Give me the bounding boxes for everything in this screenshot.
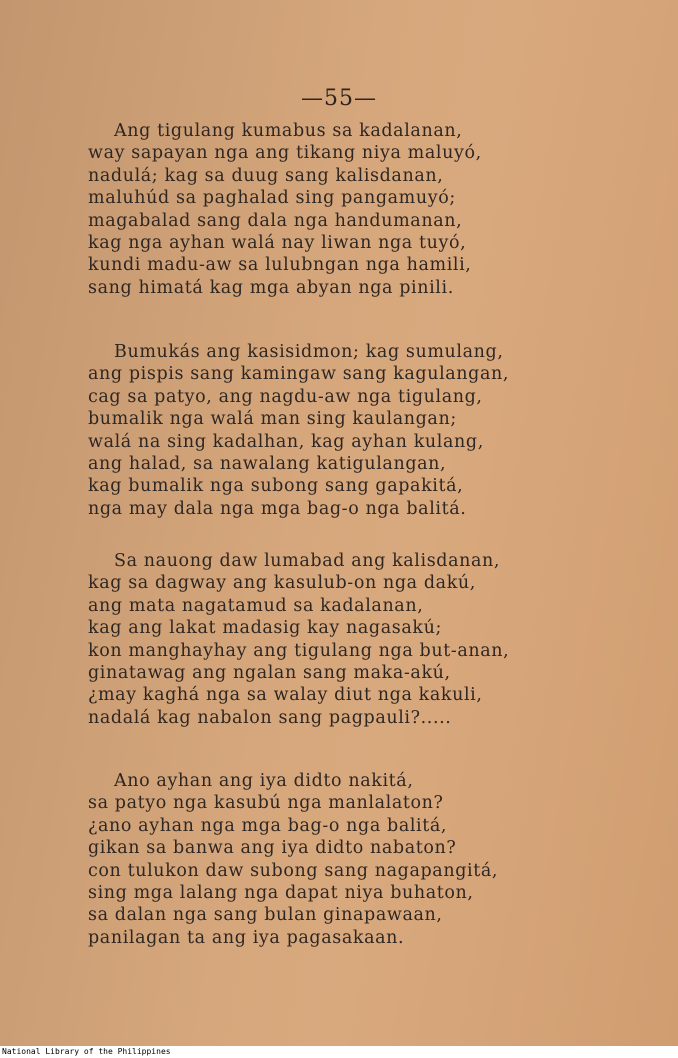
stanza-3 [88,550,558,729]
verse-line: nadulá; kag sa duug sang kalisdanan, [88,165,444,186]
verse-line: kag sa dagway ang kasulub-on nga dakú, [88,573,476,594]
verse-line: ang halad, sa nawalang katigulangan, [88,453,447,474]
verse-line: Ano ayhan ang iya didto nakitá, [114,771,414,791]
verse-line: sa patyo nga kasubú nga manlalaton? [88,793,444,814]
verse-line: ¿may kaghá nga sa walay diut nga kakuli, [88,685,483,706]
verse-line: con tulukon daw subong sang nagapangitá, [88,860,499,881]
scan-footer [0,1046,678,1058]
verse-line: cag sa patyo, ang nagdu-aw nga tigulang, [88,386,483,407]
verse-line: Sa nauong daw lumabad ang kalisdanan, [114,551,501,571]
stanza-1 [88,120,558,299]
verse-line: nga may dala nga mga bag-o nga balitá. [88,498,467,519]
verse-line: nadalá kag nabalon sang pagpauli?..... [88,707,452,728]
stanza-4 [88,770,558,949]
verse-line: panilagan ta ang iya pagasakaan. [88,927,405,948]
verse-line: magabalad sang dala nga handumanan, [88,210,463,231]
stanza-2 [88,341,558,520]
verse-line: bumalik nga walá man sing kaulangan; [88,409,457,430]
verse-line: ginatawag ang ngalan sang maka-akú, [88,662,451,683]
verse-line: kon manghayhay ang tigulang nga but-anan, [88,640,510,661]
verse-line: ang mata nagatamud sa kadalanan, [88,595,424,616]
verse-line: kundi madu-aw sa lulubngan nga hamili, [88,255,472,276]
verse-line: kag nga ayhan walá nay liwan nga tuyó, [88,232,467,253]
verse-line: sing mga lalang nga dapat niya buhaton, [88,882,474,903]
footer-credit: National Library of the Philippines [2,1047,171,1056]
verse-line: kag ang lakat madasig kay nagasakú; [88,618,442,639]
verse-line: sang himatá kag mga abyan nga pinili. [88,277,454,298]
verse-line: way sapayan nga ang tikang niya maluyó, [88,143,482,164]
verse-line: ¿ano ayhan nga mga bag-o nga balitá, [88,815,448,836]
page-number: —55— [301,86,377,111]
verse-line: Ang tigulang kumabus sa kadalanan, [114,121,463,141]
verse-line: gikan sa banwa ang iya didto nabaton? [88,838,457,859]
verse-line: ang pispis sang kamingaw sang kagulangan, [88,364,510,385]
verse-line: Bumukás ang kasisidmon; kag sumulang, [114,342,504,362]
verse-line: sa dalan nga sang bulan ginapawaan, [88,905,443,926]
verse-line: walá na sing kadalhan, kag ayhan kulang, [88,431,484,452]
verse-line: maluhúd sa paghalad sing pangamuyó; [88,188,456,209]
verse-line: kag bumalik nga subong sang gapakitá, [88,476,464,497]
